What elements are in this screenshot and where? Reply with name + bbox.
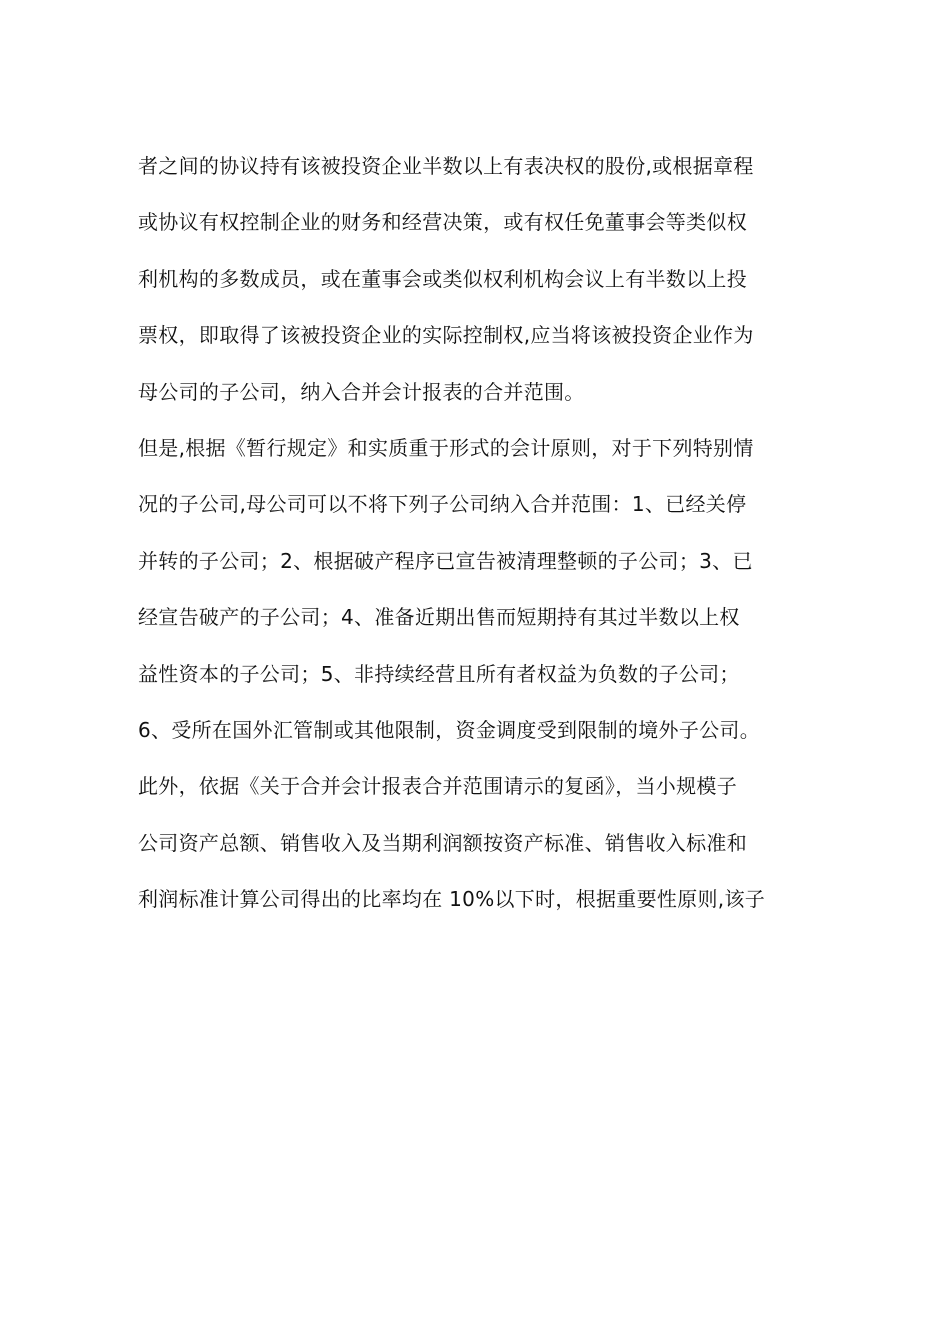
text-line: 母公司的子公司，纳入合并会计报表的合并范围。 bbox=[138, 379, 585, 404]
text-line: 票权，即取得了该被投资企业的实际控制权,应当将该被投资企业作为 bbox=[138, 323, 754, 348]
text-line: 但是,根据《暂行规定》和实质重于形式的会计原则，对于下列特别情 bbox=[138, 435, 754, 460]
text-line: 益性资本的子公司；5、非持续经营且所有者权益为负数的子公司； bbox=[138, 661, 740, 686]
text-line: 利机构的多数成员，或在董事会或类似权利机构会议上有半数以上投 bbox=[138, 266, 747, 291]
text-line: 者之间的协议持有该被投资企业半数以上有表决权的股份,或根据章程 bbox=[138, 154, 754, 178]
text-line: 或协议有权控制企业的财务和经营决策，或有权任免董事会等类似权 bbox=[138, 210, 747, 235]
text-line: 利润标准计算公司得出的比率均在 10%以下时，根据重要性原则,该子 bbox=[138, 887, 766, 912]
text-line: 公司资产总额、销售收入及当期利润额按资产标准、销售收入标准和 bbox=[138, 830, 747, 855]
text-line: 况的子公司,母公司可以不将下列子公司纳入合并范围：1、已经关停 bbox=[138, 492, 747, 517]
text-line: 并转的子公司；2、根据破产程序已宣告被清理整顿的子公司；3、已 bbox=[138, 548, 753, 573]
text-line: 经宣告破产的子公司；4、准备近期出售而短期持有其过半数以上权 bbox=[138, 605, 740, 630]
body-text bbox=[138, 138, 838, 927]
text-line: 6、受所在国外汇管制或其他限制，资金调度受到限制的境外子公司。 bbox=[138, 717, 761, 742]
text-line: 此外，依据《关于合并会计报表合并范围请示的复函》，当小规模子 bbox=[138, 774, 737, 799]
